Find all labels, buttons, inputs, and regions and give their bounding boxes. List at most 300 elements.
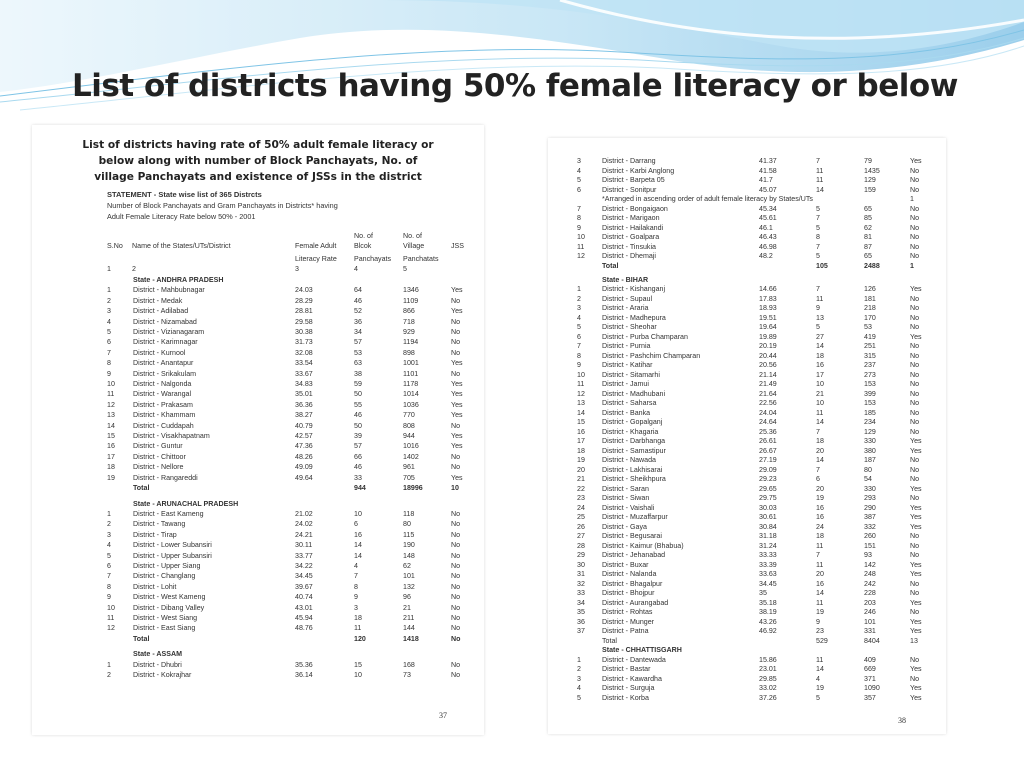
cell-block: 14 (816, 418, 824, 427)
cell-jss: No (451, 671, 461, 680)
cell-jss: Yes (910, 570, 922, 579)
cell-sno: 34 (577, 598, 585, 607)
cell-jss: 10 (451, 484, 459, 492)
cell-name: Total (602, 636, 617, 645)
cell-village: 293 (864, 494, 876, 503)
cell-rate: 48.2 (759, 252, 773, 260)
cell-rate: 20.44 (759, 351, 777, 360)
cell-sno: 7 (577, 342, 581, 351)
cell-village: 101 (403, 572, 415, 581)
cell-block: 18 (816, 351, 824, 360)
cell-sno: 14 (107, 421, 115, 430)
cell-sno: 3 (577, 157, 581, 165)
cell-jss: Yes (910, 617, 922, 626)
cell-name: District - East Siang (133, 624, 196, 633)
cell-sno: 5 (107, 551, 111, 560)
cell-sno: 17 (577, 437, 585, 446)
cell-village: 129 (864, 176, 876, 184)
cell-block: 21 (816, 389, 824, 398)
cell-sno: 3 (577, 674, 581, 683)
cell-jss: No (910, 399, 920, 408)
cell-jss: No (910, 380, 920, 389)
cell-village: 2488 (864, 261, 880, 270)
cell-rate: 37.26 (759, 693, 777, 702)
cell-name: District - Nawada (602, 456, 657, 465)
cell-block: 11 (816, 166, 824, 175)
cell-rate: 19.64 (759, 323, 777, 332)
cell-village: 1036 (403, 400, 419, 409)
cell-name: District - Araria (602, 304, 649, 313)
cell-block: 57 (354, 338, 362, 347)
cell-jss: No (451, 614, 461, 622)
col-header-name: Name of the States/UTs/District (132, 242, 231, 250)
cell-sno: 16 (107, 442, 115, 451)
cell-village: 73 (403, 671, 411, 680)
cell-village: 65 (864, 252, 872, 260)
cell-rate: 45.07 (759, 185, 777, 194)
cell-sno: 11 (107, 614, 115, 622)
cell-jss: Yes (451, 286, 463, 295)
cell-village: 96 (403, 593, 411, 602)
cell-name: District - Darrang (602, 157, 656, 165)
cell-jss: No (910, 342, 920, 351)
doc-heading-line-3: village Panchayats and existence of JSSs in the district (94, 171, 422, 183)
cell-sno: 11 (577, 242, 585, 251)
cell-sno: 4 (577, 684, 581, 693)
cell-rate: 35.36 (295, 660, 313, 669)
col-header-village-1: No. of (403, 232, 422, 240)
cell-village: 1016 (403, 442, 419, 451)
cell-village: 961 (403, 463, 415, 472)
cell-village: 81 (864, 233, 872, 241)
cell-jss: No (451, 551, 461, 560)
slide-title: List of districts having 50% female literacy or below (72, 68, 958, 104)
cell-rate: 33.33 (759, 551, 777, 560)
cell-village: 80 (864, 465, 872, 474)
cell-name: District - Medak (133, 296, 183, 305)
cell-rate: 43.26 (759, 617, 777, 626)
cell-jss: No (910, 608, 920, 617)
cell-block: 39 (354, 432, 362, 440)
cell-village: 18996 (403, 484, 423, 492)
cell-sno: 8 (107, 582, 111, 591)
cell-jss: No (451, 296, 461, 305)
cell-rate: 35 (759, 589, 767, 598)
cell-name: District - Visakhapatnam (133, 432, 210, 440)
cell-rate: 29.65 (759, 484, 777, 493)
cell-rate: 21.64 (759, 389, 777, 398)
cell-sno: 18 (577, 446, 585, 455)
cell-block: 5 (816, 223, 820, 232)
cell-village: 148 (403, 551, 415, 560)
cell-block: 10 (354, 671, 362, 680)
cell-block: 20 (816, 446, 824, 455)
cell-block: 7 (816, 242, 820, 251)
cell-name: State - BIHAR (602, 275, 649, 284)
cell-rate: 42.57 (295, 432, 313, 440)
cell-name: *Arranged in ascending order of adult female literacy by States/UTs (602, 195, 813, 203)
cell-rate: 39.67 (295, 582, 313, 591)
cell-name: District - Bastar (602, 665, 651, 674)
cell-block: 15 (354, 660, 362, 669)
cell-rate: 46.98 (759, 242, 777, 251)
col-number: 2 (132, 265, 136, 273)
cell-rate: 31.24 (759, 541, 777, 550)
cell-village: 228 (864, 589, 876, 598)
cell-name: District - Mahbubnagar (133, 286, 205, 295)
cell-sno: 10 (577, 370, 585, 379)
cell-block: 63 (354, 359, 362, 368)
cell-sno: 10 (107, 380, 115, 388)
header-wave-decoration (0, 0, 1024, 125)
cell-block: 7 (816, 465, 820, 474)
cell-rate: 34.22 (295, 562, 313, 570)
cell-jss: No (910, 166, 920, 175)
cell-rate: 35.01 (295, 390, 313, 399)
cell-jss: No (451, 530, 461, 539)
cell-village: 87 (864, 242, 872, 251)
cell-name: District - Adilabad (133, 307, 189, 316)
cell-sno: 22 (577, 484, 585, 493)
cell-name: District - Karimnagar (133, 338, 198, 347)
cell-jss: Yes (910, 446, 922, 455)
cell-block: 7 (816, 551, 820, 560)
cell-name: District - Gopalganj (602, 418, 663, 427)
cell-rate: 29.09 (759, 465, 777, 474)
cell-block: 18 (816, 437, 824, 446)
cell-rate: 34.45 (295, 572, 313, 581)
cell-rate: 18.93 (759, 304, 777, 313)
cell-name: District - Sonitpur (602, 185, 657, 194)
cell-sno: 8 (577, 214, 581, 222)
cell-jss: No (451, 593, 461, 602)
cell-village: 332 (864, 522, 876, 531)
cell-village: 705 (403, 473, 415, 482)
cell-name: District - Karbi Anglong (602, 166, 675, 175)
cell-village: 8404 (864, 636, 880, 645)
cell-village: 132 (403, 582, 415, 591)
col-number: 1 (107, 265, 111, 273)
cell-village: 159 (864, 185, 876, 194)
cell-block: 8 (354, 582, 358, 591)
cell-name: District - Guntur (133, 442, 183, 451)
cell-village: 203 (864, 598, 876, 607)
cell-sno: 33 (577, 589, 585, 598)
cell-jss: No (451, 634, 461, 643)
cell-name: District - Dhemaji (602, 252, 656, 260)
cell-village: 79 (864, 157, 872, 165)
cell-rate: 14.66 (759, 285, 777, 294)
cell-jss: Yes (451, 442, 463, 451)
col-number: 4 (354, 265, 358, 273)
cell-block: 17 (816, 370, 824, 379)
cell-name: State - CHHATTISGARH (602, 646, 682, 655)
cell-name: District - Madhubani (602, 389, 666, 398)
cell-rate: 36.14 (295, 671, 313, 680)
cell-rate: 30.84 (759, 522, 777, 531)
cell-name: District - Buxar (602, 560, 649, 569)
cell-jss: No (451, 452, 461, 461)
cell-sno: 9 (107, 369, 111, 378)
cell-jss: Yes (451, 359, 463, 368)
cell-name: State - ARUNACHAL PRADESH (133, 499, 239, 508)
cell-jss: No (451, 624, 461, 633)
cell-sno: 12 (577, 389, 585, 398)
cell-name: District - Prakasam (133, 400, 193, 409)
cell-sno: 10 (577, 233, 585, 241)
col-header-female-1: Female Adult (295, 242, 337, 250)
cell-village: 185 (864, 408, 876, 417)
cell-block: 11 (816, 541, 824, 550)
cell-block: 52 (354, 307, 362, 316)
cell-rate: 38.19 (759, 608, 777, 617)
cell-sno: 1 (107, 286, 111, 295)
cell-village: 1001 (403, 359, 419, 368)
cell-sno: 9 (107, 593, 111, 602)
cell-rate: 46.92 (759, 627, 777, 636)
cell-block: 9 (816, 617, 820, 626)
cell-sno: 31 (577, 570, 585, 579)
cell-block: 14 (354, 551, 362, 560)
cell-sno: 5 (577, 176, 581, 184)
cell-sno: 1 (107, 660, 111, 669)
cell-name: District - Korba (602, 693, 649, 702)
cell-name: District - Kishanganj (602, 285, 666, 294)
cell-rate: 33.63 (759, 570, 777, 579)
cell-village: 399 (864, 389, 876, 398)
cell-block: 27 (816, 332, 824, 341)
cell-jss: Yes (910, 560, 922, 569)
statement-line-2: Adult Female Literacy Rate below 50% - 2001 (107, 212, 256, 221)
cell-block: 7 (816, 157, 820, 165)
cell-block: 4 (354, 562, 358, 570)
cell-rate: 33.77 (295, 551, 313, 560)
cell-block: 11 (816, 598, 824, 607)
cell-sno: 20 (577, 465, 585, 474)
cell-rate: 34.83 (295, 380, 313, 388)
cell-name: District - Patna (602, 627, 649, 636)
cell-rate: 20.19 (759, 342, 777, 351)
cell-village: 151 (864, 541, 876, 550)
col-number: 3 (295, 265, 299, 273)
cell-block: 7 (816, 214, 820, 222)
cell-name: District - Barpeta 05 (602, 176, 665, 184)
col-header-sno: S.No (107, 242, 123, 250)
cell-rate: 31.73 (295, 338, 313, 347)
cell-name: District - Changlang (133, 572, 196, 581)
cell-name: District - Madhepura (602, 313, 666, 322)
cell-jss: 13 (910, 636, 918, 645)
cell-block: 6 (816, 475, 820, 484)
cell-rate: 48.76 (295, 624, 313, 633)
cell-name: District - Upper Subansiri (133, 551, 212, 560)
cell-village: 62 (403, 562, 411, 570)
cell-name: District - Bhagalpur (602, 579, 663, 588)
cell-name: Total (133, 484, 150, 492)
cell-rate: 45.34 (759, 204, 777, 213)
cell-name: District - Surguja (602, 684, 655, 693)
cell-jss: No (451, 317, 461, 326)
cell-block: 14 (816, 456, 824, 465)
cell-name: District - Bongaigaon (602, 204, 668, 213)
cell-name: District - Supaul (602, 294, 653, 303)
cell-jss: Yes (910, 513, 922, 522)
cell-rate: 20.56 (759, 361, 777, 370)
cell-rate: 24.02 (295, 520, 313, 529)
cell-name: District - Darbhanga (602, 437, 666, 446)
cell-jss: No (910, 655, 920, 664)
cell-sno: 3 (107, 530, 111, 539)
cell-village: 211 (403, 614, 415, 622)
cell-block: 10 (354, 510, 362, 518)
cell-village: 248 (864, 570, 876, 579)
cell-sno: 21 (577, 475, 585, 484)
cell-jss: No (910, 427, 920, 436)
cell-block: 4 (816, 674, 820, 683)
cell-village: 53 (864, 323, 872, 332)
cell-block: 529 (816, 636, 828, 645)
cell-name: District - Lohit (133, 582, 177, 591)
cell-block: 3 (354, 603, 358, 612)
cell-name: District - Nalanda (602, 570, 657, 579)
cell-name: District - Sheikhpura (602, 475, 666, 484)
cell-sno: 4 (107, 541, 111, 550)
cell-rate: 23.01 (759, 665, 777, 674)
cell-village: 237 (864, 361, 876, 370)
cell-jss: No (451, 562, 461, 570)
cell-jss: No (910, 494, 920, 503)
cell-rate: 41.37 (759, 157, 777, 165)
cell-name: District - Saran (602, 484, 649, 493)
cell-village: 80 (403, 520, 411, 529)
cell-village: 144 (403, 624, 415, 633)
cell-village: 118 (403, 510, 415, 518)
cell-rate: 30.38 (295, 328, 313, 336)
cell-jss: No (910, 252, 920, 260)
cell-village: 387 (864, 513, 876, 522)
cell-sno: 6 (107, 562, 111, 570)
cell-village: 1435 (864, 166, 880, 175)
doc-heading-line-2: below along with number of Block Panchayats, No. of (98, 155, 418, 167)
cell-name: District - Sitamarhi (602, 370, 660, 379)
cell-name: Total (133, 634, 150, 643)
cell-block: 19 (816, 684, 824, 693)
cell-name: District - Banka (602, 408, 651, 417)
cell-sno: 12 (107, 400, 115, 409)
cell-jss: No (451, 510, 461, 518)
cell-name: District - Lakhisarai (602, 465, 663, 474)
cell-village: 273 (864, 370, 876, 379)
cell-village: 1402 (403, 452, 419, 461)
page-number: 37 (439, 711, 447, 720)
cell-rate: 29.58 (295, 317, 313, 326)
cell-block: 11 (816, 655, 824, 664)
cell-jss: Yes (910, 157, 922, 165)
cell-block: 10 (816, 380, 824, 389)
cell-village: 54 (864, 475, 872, 484)
cell-block: 24 (816, 522, 824, 531)
cell-jss: No (451, 582, 461, 591)
cell-sno: 11 (577, 380, 585, 389)
cell-jss: Yes (910, 598, 922, 607)
cell-sno: 10 (107, 603, 115, 612)
cell-name: District - Rangareddi (133, 473, 198, 482)
cell-village: 770 (403, 411, 415, 420)
cell-block: 105 (816, 261, 828, 270)
cell-block: 46 (354, 463, 362, 472)
cell-jss: Yes (451, 390, 463, 399)
cell-sno: 4 (577, 313, 581, 322)
cell-rate: 33.02 (759, 684, 777, 693)
cell-village: 290 (864, 503, 876, 512)
cell-jss: No (451, 369, 461, 378)
cell-block: 16 (816, 503, 824, 512)
cell-name: District - Purnia (602, 342, 651, 351)
cell-sno: 28 (577, 541, 585, 550)
cell-name: District - Khammam (133, 411, 196, 420)
cell-jss: No (451, 463, 461, 472)
col-header-female-2: Literacy Rate (295, 255, 337, 263)
cell-jss: No (910, 294, 920, 303)
cell-village: 251 (864, 342, 876, 351)
cell-block: 5 (816, 204, 820, 213)
cell-block: 53 (354, 348, 362, 357)
cell-rate: 24.64 (759, 418, 777, 427)
cell-rate: 36.36 (295, 400, 313, 409)
cell-name: District - Warangal (133, 390, 192, 399)
cell-sno: 29 (577, 551, 585, 560)
cell-rate: 29.75 (759, 494, 777, 503)
cell-jss: Yes (451, 307, 463, 316)
cell-block: 14 (816, 665, 824, 674)
cell-name: District - Anantapur (133, 359, 194, 368)
cell-rate: 21.02 (295, 510, 313, 518)
cell-jss: Yes (910, 285, 922, 294)
cell-rate: 19.51 (759, 313, 777, 322)
cell-sno: 3 (107, 307, 111, 316)
cell-sno: 25 (577, 513, 585, 522)
cell-sno: 15 (107, 432, 115, 440)
cell-sno: 13 (577, 399, 585, 408)
cell-village: 1346 (403, 286, 419, 295)
cell-name: District - Nellore (133, 463, 184, 472)
cell-jss: 1 (910, 195, 914, 203)
cell-sno: 30 (577, 560, 585, 569)
cell-jss: No (910, 541, 920, 550)
cell-village: 898 (403, 348, 415, 357)
cell-block: 8 (816, 233, 820, 241)
cell-name: District - Tinsukia (602, 242, 656, 251)
cell-jss: No (451, 338, 461, 347)
cell-block: 14 (816, 589, 824, 598)
cell-sno: 16 (577, 427, 585, 436)
cell-block: 11 (816, 560, 824, 569)
cell-jss: Yes (451, 400, 463, 409)
cell-jss: Yes (910, 437, 922, 446)
cell-sno: 2 (107, 296, 111, 305)
cell-rate: 15.86 (759, 655, 777, 664)
cell-rate: 34.45 (759, 579, 777, 588)
cell-sno: 3 (577, 304, 581, 313)
cell-rate: 46.43 (759, 233, 777, 241)
cell-jss: No (910, 223, 920, 232)
cell-jss: No (451, 572, 461, 581)
cell-name: District - Tirap (133, 530, 177, 539)
cell-jss: No (451, 660, 461, 669)
cell-name: District - Bhojpur (602, 589, 655, 598)
cell-rate: 24.04 (759, 408, 777, 417)
cell-block: 10 (816, 399, 824, 408)
